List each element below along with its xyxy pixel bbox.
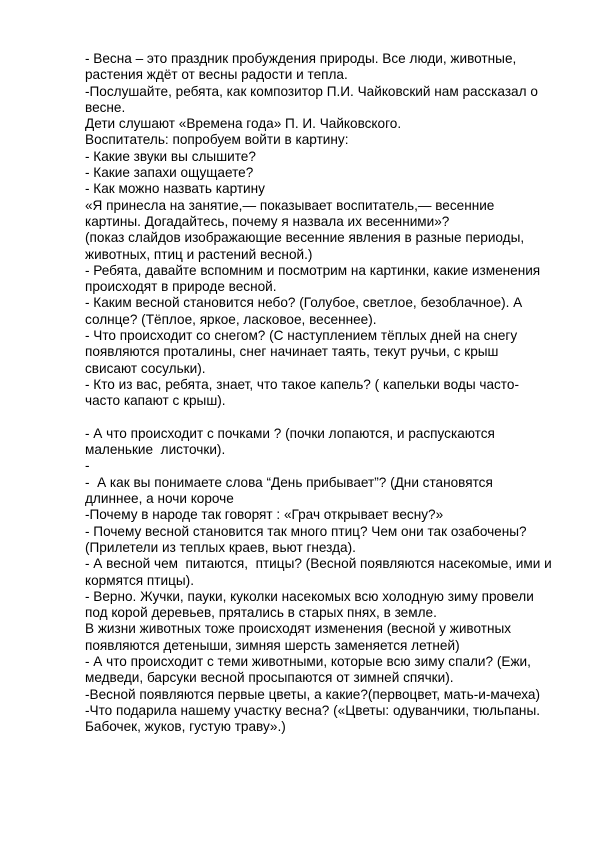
text-line: длиннее, а ночи короче [85, 491, 234, 507]
text-line: маленькие листочки). [85, 442, 226, 458]
text-line: (показ слайдов изображающие весенние явления в разные периоды, [85, 230, 525, 246]
text-line: картины. Догадайтесь, почему я назвала их весенними»? [85, 213, 450, 229]
text-line: весне. [85, 99, 126, 115]
blank-line [85, 410, 555, 426]
text-line: -Послушайте, ребята, как композитор П.И. Чайковский нам рассказал о [85, 83, 538, 99]
text-line: - Почему весной становится так много птиц? Чем они так озабочены? [85, 523, 527, 539]
text-line: часто капают с крыш). [85, 393, 226, 409]
text-line: - [85, 458, 90, 474]
text-line: под корой деревьев, прятались в старых пнях, в земле. [85, 605, 437, 621]
text-line: - А что происходит с почками ? (почки лопаются, и распускаются [85, 425, 495, 441]
text-line: Дети слушают «Времена года» П. И. Чайковского. [85, 116, 402, 132]
text-line: - Кто из вас, ребята, знает, что такое капель? ( капельки воды часто- [85, 376, 519, 392]
text-line: - А весной чем питаются, птицы? (Весной появляются насекомые, ими и [85, 556, 552, 572]
text-line: (Прилетели из теплых краев, вьют гнезда). [85, 539, 356, 555]
text-line: - Как можно назвать картину [85, 181, 265, 197]
text-line: появляются проталины, снег начинает таять, текут ручьи, с крыш [85, 344, 499, 360]
text-line: - Каким весной становится небо? (Голубое, светлое, безоблачное). А [85, 295, 523, 311]
text-line: - Верно. Жучки, пауки, куколки насекомых всю холодную зиму провели [85, 588, 534, 604]
text-line: появляются детеныши, зимняя шерсть заменяется летней) [85, 637, 460, 653]
text-line: - Что происходит со снегом? (С наступлением тёплых дней на снегу [85, 328, 518, 344]
text-line: животных, птиц и растений весной.) [85, 246, 313, 262]
text-line: В жизни животных тоже происходят изменения (весной у животных [85, 621, 512, 637]
text-line: солнце? (Тёплое, яркое, ласковое, весеннее). [85, 311, 377, 327]
text-line: - А что происходит с теми животными, которые всю зиму спали? (Ежи, [85, 653, 531, 669]
text-line: Бабочек, жуков, густую траву».) [85, 719, 286, 735]
text-line: -Весной появляются первые цветы, а какие?(первоцвет, мать-и-мачеха) [85, 686, 541, 702]
text-line: -Почему в народе так говорят : «Грач открывает весну?» [85, 507, 444, 523]
body-text [85, 51, 555, 735]
text-line: растения ждёт от весны радости и тепла. [85, 67, 348, 83]
text-line: «Я принесла на занятие,— показывает воспитатель,— весенние [85, 197, 495, 213]
text-line: кормятся птицы). [85, 572, 194, 588]
text-line: - Какие запахи ощущаете? [85, 165, 254, 181]
text-line: - А как вы понимаете слова “День прибывает”? (Дни становятся [85, 474, 493, 490]
text-line: - Какие звуки вы слышите? [85, 148, 256, 164]
text-line: свисают сосульки). [85, 360, 206, 376]
text-line: Воспитатель: попробуем войти в картину: [85, 132, 349, 148]
text-line: происходят в природе весной. [85, 279, 277, 295]
text-line: медведи, барсуки весной просыпаются от зимней спячки). [85, 670, 454, 686]
text-line: - Весна – это праздник пробуждения природы. Все люди, животные, [85, 51, 517, 66]
text-line: - Ребята, давайте вспомним и посмотрим на картинки, какие изменения [85, 262, 541, 278]
text-line: -Что подарила нашему участку весна? («Цветы: одуванчики, тюльпаны. [85, 702, 540, 718]
